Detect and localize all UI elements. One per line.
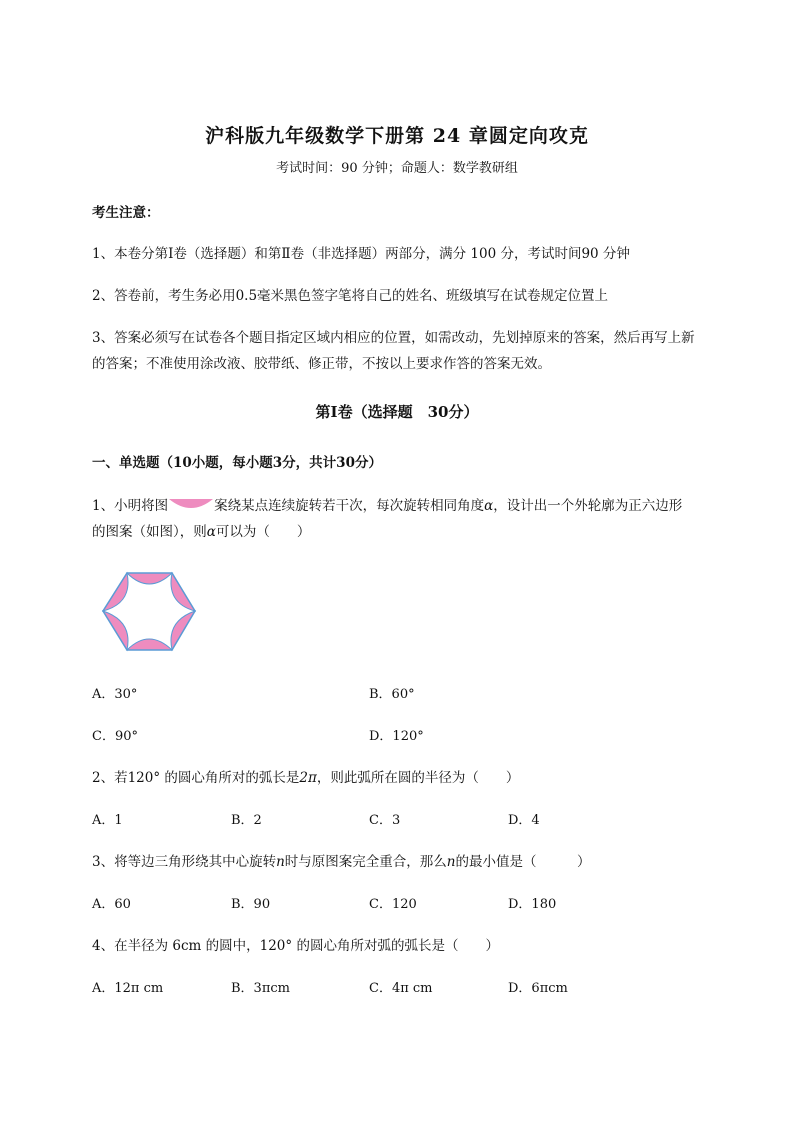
q1-text-a: 1、小明将图	[92, 498, 169, 514]
q1-option-b[interactable]: B．60°	[369, 687, 415, 702]
notice-item-2: 2、答卷前，考生务必用0.5毫米黑色签字笔将自己的姓名、班级填写在试卷规定位置上	[92, 288, 609, 304]
q3-text-c: 的最小值是（ ）	[455, 854, 591, 870]
q4-angle: 120°	[259, 938, 293, 954]
notice-item-1: 1、本卷分第Ⅰ卷（选择题）和第Ⅱ卷（非选择题）两部分，满分 100 分，考试时间90 分钟	[92, 246, 630, 262]
alpha-symbol-2: α	[206, 524, 216, 540]
q3-option-c[interactable]: C．120	[369, 897, 417, 912]
q1-option-a[interactable]: A．30°	[92, 687, 138, 702]
question-2	[92, 766, 519, 786]
q1-option-d[interactable]: D．120°	[369, 729, 424, 744]
q3-text-a: 3、将等边三角形绕其中心旋转	[92, 854, 277, 870]
q3-n: n	[276, 854, 285, 870]
q1-text-b: 案绕某点连续旋转若干次，每次旋转相同角度	[214, 498, 485, 514]
q4-text-a: 4、在半径为 6cm 的圆中，	[92, 938, 260, 954]
q2-text-b: 的圆心角所对的弧长是	[160, 770, 300, 786]
page-title: 沪科版九年级数学下册第 24 章圆定向攻克	[205, 125, 589, 147]
notice-item-3-line-2: 的答案；不准使用涂改液、胶带纸、修正带，不按以上要求作答的答案无效。	[92, 356, 551, 372]
q4-option-a[interactable]: A．12π cm	[92, 981, 164, 996]
notice-item-3-line-1: 3、答案必须写在试卷各个题目指定区域内相应的位置，如需改动，先划掉原来的答案，然后再写上新	[92, 330, 695, 346]
q1-text-e: 可以为（ ）	[215, 524, 311, 540]
q2-option-c[interactable]: C．3	[369, 813, 401, 828]
q4-option-d[interactable]: D．6πcm	[508, 981, 568, 996]
question-4	[92, 934, 499, 954]
question-1-line-1	[92, 494, 682, 514]
petal-shape-icon	[168, 497, 214, 511]
q3-option-b[interactable]: B．90	[231, 897, 271, 912]
q2-option-b[interactable]: B．2	[231, 813, 262, 828]
alpha-symbol: α	[484, 498, 494, 514]
q4-text-b: 的圆心角所对弧的弧长是（ ）	[292, 938, 499, 954]
q2-text-a: 2、若	[92, 770, 128, 786]
q1-option-c[interactable]: C．90°	[92, 729, 138, 744]
question-1-line-2	[92, 520, 310, 540]
hexagon-petal-figure	[100, 570, 200, 654]
q1-text-c: ，设计出一个外轮廓为正六边形	[493, 498, 683, 514]
q3-n-2: n	[446, 854, 456, 870]
q3-option-d[interactable]: D．180	[508, 897, 557, 912]
q2-option-a[interactable]: A．1	[92, 813, 123, 828]
q2-option-d[interactable]: D．4	[508, 813, 540, 828]
q2-arc: 2π	[299, 770, 317, 786]
q4-option-b[interactable]: B．3πcm	[231, 981, 290, 996]
section1-heading: 一、单选题（10小题，每小题3分，共计30分）	[92, 455, 382, 471]
q3-text-b: 时与原图案完全重合，那么	[284, 854, 447, 870]
q2-angle: 120°	[127, 770, 161, 786]
notice-heading: 考生注意：	[92, 205, 160, 221]
exam-info: 考试时间：90 分钟；命题人：数学教研组	[276, 161, 518, 176]
question-3	[92, 850, 591, 870]
q1-text-d: 的图案（如图），则	[92, 524, 207, 540]
q2-text-c: ，则此弧所在圆的半径为（ ）	[316, 770, 520, 786]
q3-option-a[interactable]: A．60	[92, 897, 131, 912]
part1-heading: 第Ⅰ卷（选择题 30分）	[315, 403, 479, 421]
q4-option-c[interactable]: C．4π cm	[369, 981, 433, 996]
